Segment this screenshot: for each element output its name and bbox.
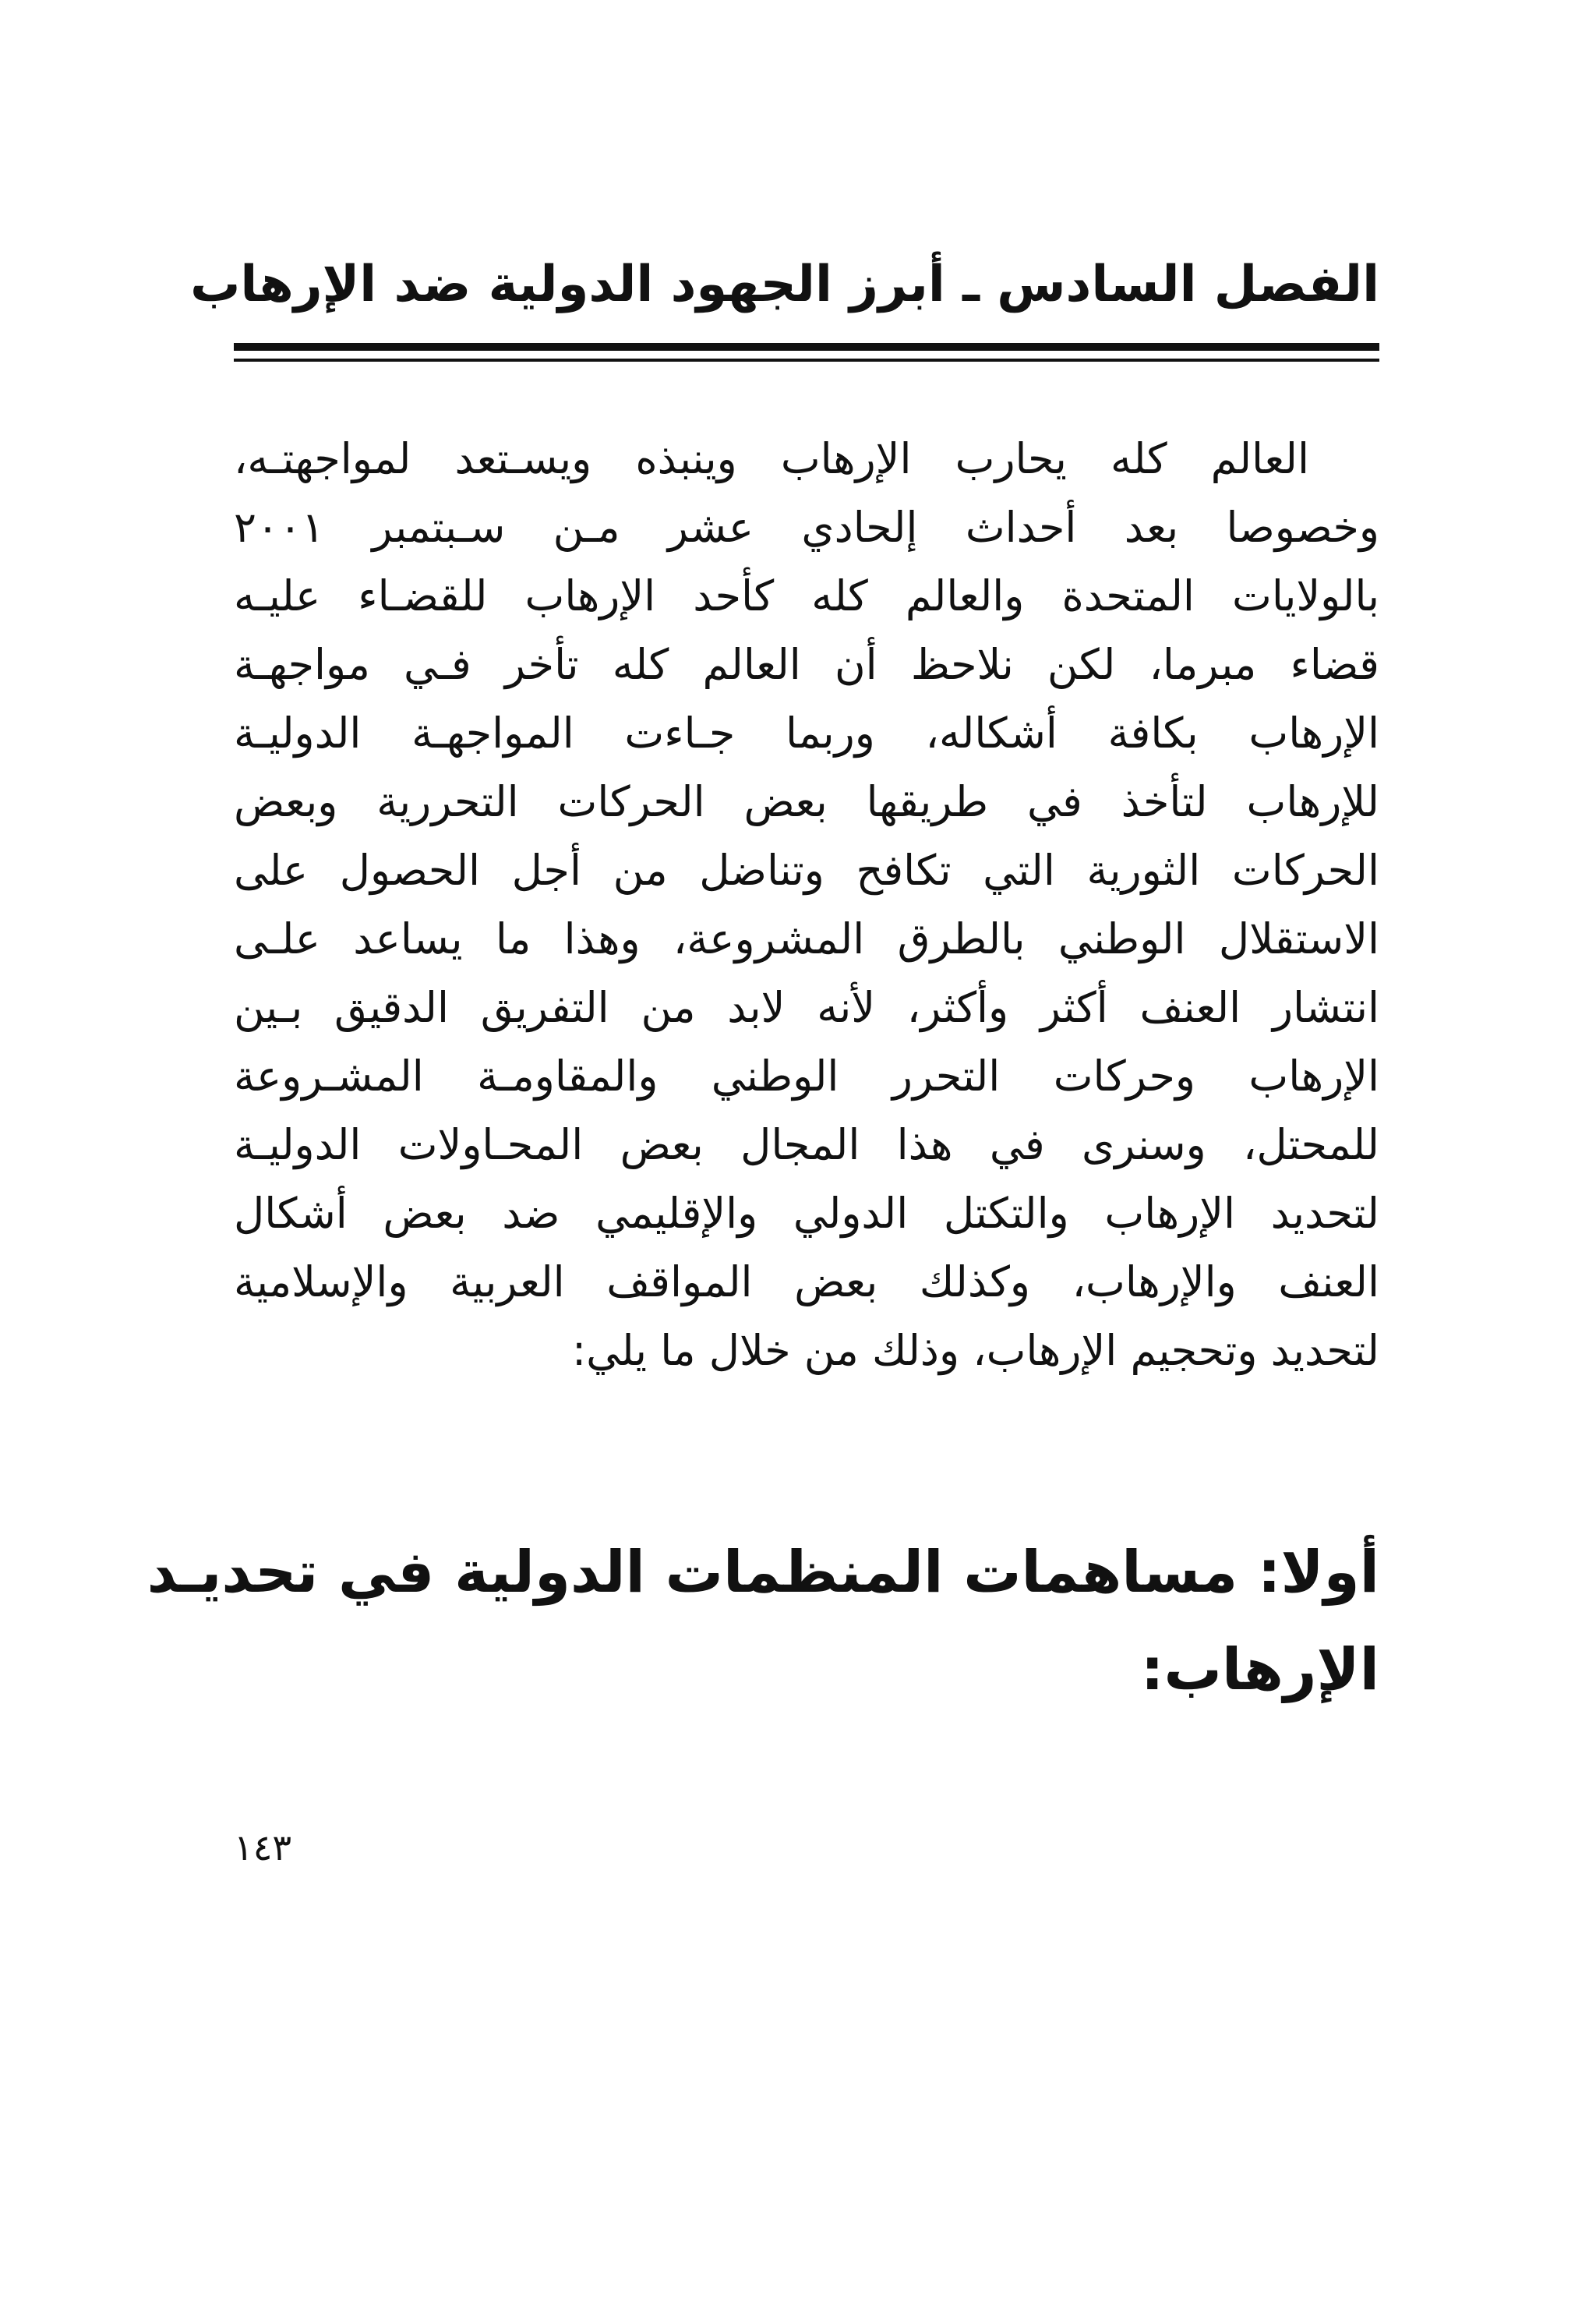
paragraph-line: لتحديد الإرهاب والتكتل الدولي والإقليمي ضد بعض أشكال — [234, 1189, 1379, 1238]
paragraph-line: الإرهاب وحركات التحرر الوطني والمقاومـة المشـروعة — [234, 1052, 1379, 1101]
paragraph-line: الإرهاب بكافة أشكاله، وربما جـاءت المواجهـة الدوليـة — [234, 709, 1379, 758]
page-number: ١٤٣ — [234, 1826, 292, 1868]
paragraph-line: الحركات الثورية التي تكافح وتناضل من أجل الحصول على — [234, 846, 1379, 895]
header-rule-thick — [234, 343, 1379, 351]
paragraph-line: قضاء مبرما، لكن نلاحظ أن العالم كله تأخر فـي مواجهـة — [234, 640, 1379, 689]
section-heading-line: الإرهاب: — [1140, 1636, 1379, 1703]
paragraph-line: انتشار العنف أكثر وأكثر، لأنه لابد من التفريق الدقيق بـين — [234, 983, 1379, 1032]
chapter-header: الفصل السادس ـ أبرز الجهود الدولية ضد الإرهاب — [190, 256, 1379, 313]
paragraph-line: الاستقلال الوطني بالطرق المشروعة، وهذا ما يساعد علـى — [234, 914, 1379, 963]
paragraph-line: للمحتل، وسنرى في هذا المجال بعض المحـاولات الدوليـة — [234, 1120, 1379, 1169]
section-heading-line: أولا: مساهمات المنظمات الدولية في تحديـد — [147, 1539, 1379, 1606]
header-rule-thin — [234, 359, 1379, 362]
paragraph-line: وخصوصا بعد أحداث إلحادي عشر مـن سـبتمبر ٢٠٠١ — [234, 503, 1379, 552]
paragraph-line: بالولايات المتحدة والعالم كله كأحد الإرهاب للقضـاء عليـه — [234, 571, 1379, 620]
paragraph-line: لتحديد وتحجيم الإرهاب، وذلك من خلال ما يلي: — [571, 1326, 1379, 1375]
paragraph-line: العنف والإرهاب، وكذلك بعض المواقف العربية والإسلامية — [234, 1257, 1379, 1306]
section-heading — [147, 1524, 1379, 1719]
body-paragraph — [234, 425, 1379, 1385]
paragraph-line: العالم كله يحارب الإرهاب وينبذه ويسـتعد لمواجهتـه، — [234, 434, 1309, 483]
paragraph-line: للإرهاب لتأخذ في طريقها بعض الحركات التحررية وبعض — [234, 777, 1379, 826]
